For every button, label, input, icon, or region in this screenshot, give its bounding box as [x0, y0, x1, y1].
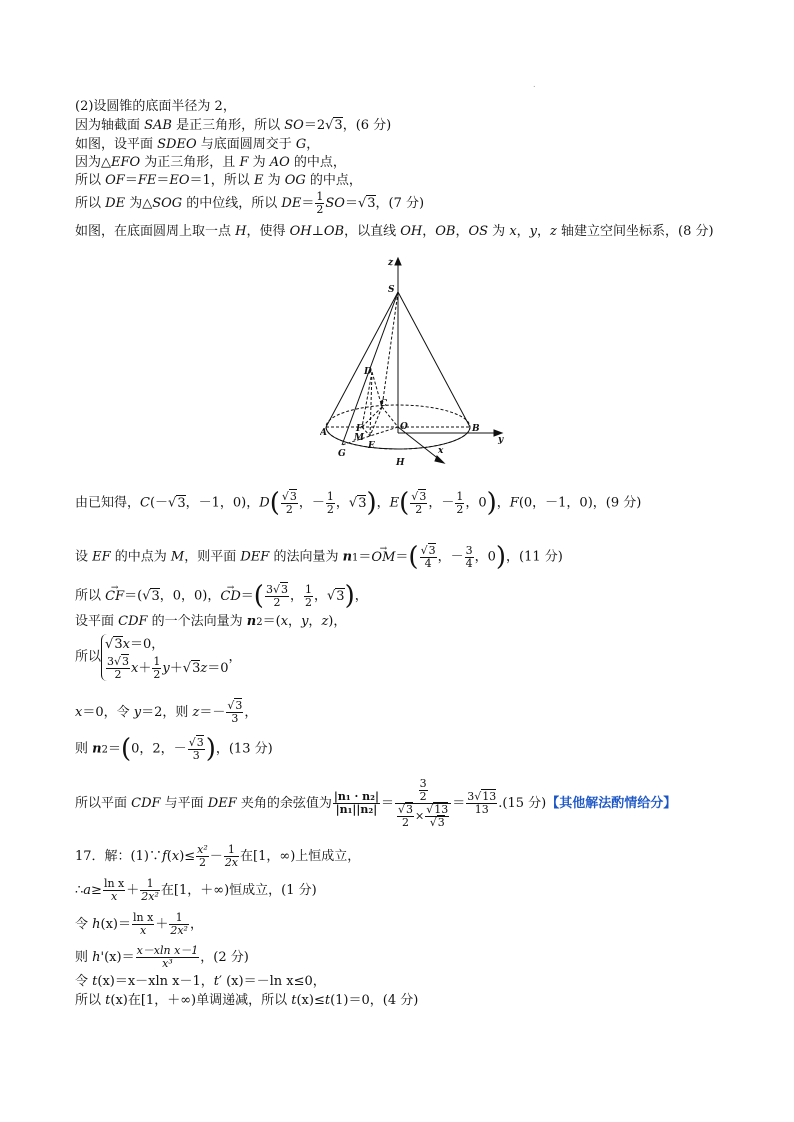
z-arrow	[395, 258, 401, 265]
line-system: 所以 √3x＝0， $\frac{3√3}{2}$ x＋ $\frac{1}{2}$ y＋√3z＝0 ，	[75, 634, 242, 681]
line-n2: 则 n2＝(0，2，－ $\frac{√3}{3}$ )，(13 分)	[75, 734, 273, 764]
line-h-def: 令 h(x)＝ $\frac{\text{ln x}}{x}$ ＋ $\frac{1}{\text{2x²}}$ ，	[75, 911, 203, 937]
label-E: E	[368, 441, 375, 451]
segment-DE	[370, 372, 372, 436]
line-so: 因为轴截面 SAB 是正三角形，所以 SO＝2√3，(6 分)	[75, 118, 392, 133]
line-vectors: 所以 → CF＝(√3，0，0)，→ CD＝( $\frac{3√3}{2}$ ， $\frac{1}{2}$ ，√3)，	[75, 583, 368, 609]
line-coordinate: 如图，在底面圆周上取一点 H，使得 OH⊥OB，以直线 OH，OB，OS 为 x，y，z 轴建立空间坐标系，(8 分)	[75, 224, 714, 239]
line-t-def: 令 t(x)＝x－xln x－1，t′ (x)＝－ln x≤0，	[75, 974, 326, 989]
label-z: z	[388, 258, 394, 268]
label-F: F	[356, 424, 363, 434]
label-C: C	[380, 399, 388, 409]
label-D: D	[364, 367, 372, 377]
line-plane: 如图，设平面 SDEO 与底面圆周交于 G，	[75, 137, 320, 152]
label-O: O	[400, 422, 408, 432]
label-S: S	[388, 285, 395, 295]
line-cosine: 所以平面 CDF 与平面 DEF 夹角的余弦值为 $\frac{\text{|n₁ · n₂|}}{\text{|n₁||n₂|}}$ ＝ $\frac{3}{2}$ $\frac{√3}{2}$ × $\frac{√13}{√3}$ ＝ $\frac{3√13}{13}$ .(15 分)【其他解法酌情给分】	[75, 777, 677, 829]
label-M: M	[354, 433, 364, 443]
line-h-deriv: 则 h'(x)＝ $\frac{\text{x－xln x－1}}{\text{x³}}$ ，(2 分)	[75, 944, 249, 970]
edge-SA	[326, 292, 398, 427]
line-normal-def: 设 EF 的中点为 M，则平面 DEF 的法向量为 n1＝→ OM＝( $\frac{√3}{4}$ ，－ $\frac{3}{4}$ ，0)，(11 分)	[75, 544, 563, 570]
segment-CO	[382, 407, 398, 427]
segment-CF	[362, 407, 382, 427]
label-H: H	[396, 458, 405, 465]
label-G: G	[338, 449, 346, 459]
label-y: y	[498, 435, 504, 445]
edge-SB	[398, 292, 470, 427]
line-q17: 17．解：(1)∵f(x)≤ $\frac{\text{x²}}{2}$ － $\frac{1}{2x}$ 在[1，∞)上恒成立，	[75, 843, 361, 869]
line-t-mono: 所以 t(x)在[1，＋∞)单调递减，所以 t(x)≤t(1)＝0，(4 分)	[75, 993, 419, 1008]
label-A: A	[320, 428, 327, 438]
label-x: x	[438, 446, 444, 456]
line-triangle: 因为△EFO 为正三角形，且 F 为 AO 的中点，	[75, 155, 346, 170]
line-midline: 所以 DE 为△SOG 的中位线，所以 DE＝ $\frac{1}{2}$ SO＝√3，(7 分)	[75, 190, 425, 216]
cone-figure	[320, 255, 520, 465]
line-set-normal: 设平面 CDF 的一个法向量为 n2＝(x，y，z)，	[75, 614, 347, 629]
label-B: B	[472, 424, 480, 434]
x-arrow	[435, 456, 444, 463]
line-points: 由已知得，C(－√3，－1，0)，D( $\frac{√3}{2}$ ，－ $\frac{1}{2}$ ，√3)，E( $\frac{√3}{2}$ ，－ $\frac{1}{2}$ ，0)，F(0，－1，0)，(9 分)	[75, 488, 642, 518]
scan-dot: .	[533, 80, 536, 89]
line-solve: x＝0，令 y＝2，则 z＝－ $\frac{√3}{3}$ ，	[75, 699, 258, 725]
segment-SC	[382, 292, 398, 407]
segment-CE	[370, 407, 382, 436]
line-a-ineq: ∴a≥ $\frac{\text{ln x}}{x}$ ＋ $\frac{1}{\text{2x²}}$ 在[1，＋∞)恒成立，(1 分)	[75, 877, 317, 903]
line-radius: (2)设圆锥的底面半径为 2，	[75, 99, 236, 114]
line-equal: 所以 OF＝FE＝EO＝1，所以 E 为 OG 的中点，	[75, 173, 362, 188]
